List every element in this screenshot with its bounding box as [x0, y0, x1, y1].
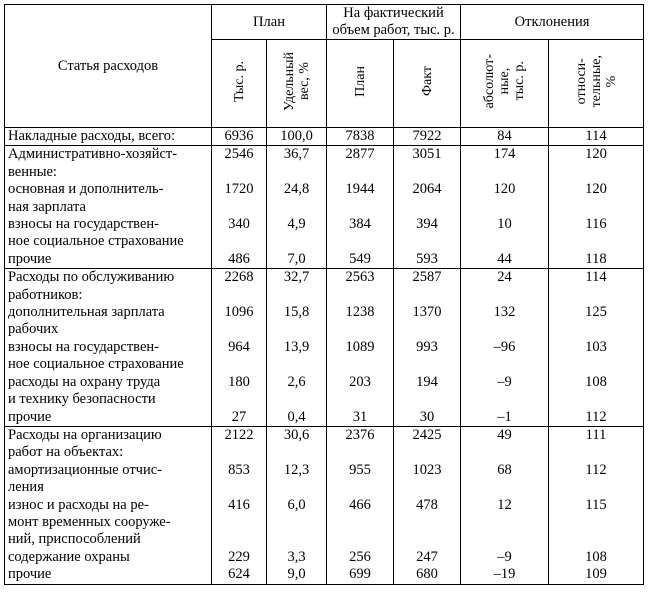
cell-share: [267, 233, 327, 250]
row-label: рабочих: [5, 321, 212, 338]
cell-rel: 108: [549, 549, 644, 566]
cell-rel: 120: [549, 181, 644, 198]
cell-share: 32,7: [267, 269, 327, 287]
cell-fv-fact: [394, 479, 461, 496]
cell-rel: [549, 321, 644, 338]
row-label: Расходы по обслуживанию: [5, 269, 212, 287]
cell-rel: 116: [549, 216, 644, 233]
header-fact-volume-group: На фактический объем работ, тыс. р.: [327, 5, 461, 40]
row-label: амортизационные отчис-: [5, 462, 212, 479]
cell-share: 24,8: [267, 181, 327, 198]
table-row: [5, 233, 644, 250]
table-row: [5, 216, 644, 233]
row-label: содержание охраны: [5, 549, 212, 566]
table-row: [5, 391, 644, 408]
row-label: Накладные расходы, всего:: [5, 128, 212, 146]
cell-share: [267, 444, 327, 461]
cell-abs: [461, 199, 549, 216]
cell-plan: [212, 514, 267, 531]
cell-fv-fact: 680: [394, 566, 461, 584]
cell-rel: 114: [549, 269, 644, 287]
cell-plan: [212, 321, 267, 338]
header-plan-group: План: [212, 5, 327, 40]
cell-abs: –96: [461, 339, 549, 356]
cell-share: 3,3: [267, 549, 327, 566]
cell-rel: [549, 199, 644, 216]
cell-plan: 1720: [212, 181, 267, 198]
cell-rel: 125: [549, 304, 644, 321]
header-fv-fact: Факт: [394, 40, 461, 128]
cell-plan: 964: [212, 339, 267, 356]
row-label: износ и расходы на ре-: [5, 497, 212, 514]
header-dev-rel: относи- тельные, %: [549, 40, 644, 128]
cell-plan: [212, 531, 267, 548]
row-label: взносы на государствен-: [5, 216, 212, 233]
table-row: [5, 409, 644, 427]
cell-fv-plan: [327, 356, 394, 373]
row-label: монт временных сооруже-: [5, 514, 212, 531]
cell-fv-plan: 31: [327, 409, 394, 427]
cell-plan: [212, 444, 267, 461]
cell-fv-plan: 203: [327, 374, 394, 391]
cell-plan: [212, 287, 267, 304]
header-plan-share: Удельный вес, %: [267, 40, 327, 128]
row-label: работ на объектах:: [5, 444, 212, 461]
cell-abs: [461, 233, 549, 250]
table-row: [5, 181, 644, 198]
cell-plan: 340: [212, 216, 267, 233]
table-row: [5, 304, 644, 321]
cell-fv-plan: 549: [327, 251, 394, 269]
cell-abs: [461, 391, 549, 408]
row-label: работников:: [5, 287, 212, 304]
cell-abs: [461, 531, 549, 548]
cell-abs: [461, 444, 549, 461]
cell-abs: –1: [461, 409, 549, 427]
cell-abs: [461, 287, 549, 304]
table-row: [5, 444, 644, 461]
cell-fv-fact: [394, 321, 461, 338]
cell-fv-fact: 194: [394, 374, 461, 391]
cell-fv-plan: 1089: [327, 339, 394, 356]
cell-plan: 416: [212, 497, 267, 514]
cell-rel: [549, 444, 644, 461]
cell-rel: 103: [549, 339, 644, 356]
table-row: [5, 146, 644, 164]
cell-share: [267, 199, 327, 216]
cell-abs: 10: [461, 216, 549, 233]
cell-fv-fact: [394, 391, 461, 408]
cell-fv-fact: 3051: [394, 146, 461, 164]
cell-rel: 112: [549, 409, 644, 427]
table-row: [5, 374, 644, 391]
table-row: [5, 251, 644, 269]
cell-fv-fact: 2587: [394, 269, 461, 287]
cell-plan: [212, 356, 267, 373]
cell-share: [267, 514, 327, 531]
row-label: и технику безопасности: [5, 391, 212, 408]
cell-share: [267, 531, 327, 548]
cell-fv-fact: [394, 287, 461, 304]
table-row: [5, 479, 644, 496]
cell-plan: [212, 164, 267, 181]
cell-fv-fact: 2425: [394, 426, 461, 444]
cell-fv-fact: 593: [394, 251, 461, 269]
cell-rel: 111: [549, 426, 644, 444]
table-row: [5, 497, 644, 514]
cell-plan: 6936: [212, 128, 267, 146]
row-label: ное социальное страхование: [5, 233, 212, 250]
cell-abs: 12: [461, 497, 549, 514]
cell-fv-plan: 384: [327, 216, 394, 233]
cell-abs: 24: [461, 269, 549, 287]
header-dev-abs: абсолют- ные, тыс. р.: [461, 40, 549, 128]
cell-fv-fact: 1370: [394, 304, 461, 321]
cell-fv-plan: 256: [327, 549, 394, 566]
cell-fv-plan: [327, 287, 394, 304]
table-row: [5, 426, 644, 444]
cell-abs: 132: [461, 304, 549, 321]
cell-share: [267, 479, 327, 496]
table-row: [5, 549, 644, 566]
cell-abs: [461, 514, 549, 531]
cell-rel: [549, 531, 644, 548]
cell-abs: 44: [461, 251, 549, 269]
table-row: [5, 164, 644, 181]
cell-plan: 2122: [212, 426, 267, 444]
row-label: прочие: [5, 251, 212, 269]
row-label: дополнительная зарплата: [5, 304, 212, 321]
cell-fv-plan: [327, 531, 394, 548]
row-label: взносы на государствен-: [5, 339, 212, 356]
cell-fv-plan: 1238: [327, 304, 394, 321]
cell-rel: [549, 479, 644, 496]
row-label: прочие: [5, 409, 212, 427]
cell-abs: [461, 479, 549, 496]
cell-plan: 27: [212, 409, 267, 427]
cell-fv-plan: [327, 514, 394, 531]
cell-fv-plan: [327, 233, 394, 250]
cell-fv-plan: 955: [327, 462, 394, 479]
cell-fv-fact: 993: [394, 339, 461, 356]
cell-share: 0,4: [267, 409, 327, 427]
row-label: основная и дополнитель-: [5, 181, 212, 198]
cell-fv-plan: 2376: [327, 426, 394, 444]
cell-abs: 49: [461, 426, 549, 444]
cell-fv-fact: 394: [394, 216, 461, 233]
header-item-column: Статья расходов: [5, 5, 212, 128]
cell-share: 9,0: [267, 566, 327, 584]
cell-share: [267, 391, 327, 408]
cell-plan: 624: [212, 566, 267, 584]
cell-rel: 115: [549, 497, 644, 514]
cell-plan: 229: [212, 549, 267, 566]
table-row: [5, 199, 644, 216]
cell-fv-plan: 699: [327, 566, 394, 584]
cell-plan: [212, 199, 267, 216]
cell-share: 12,3: [267, 462, 327, 479]
table-row: [5, 566, 644, 584]
cell-abs: –9: [461, 549, 549, 566]
cell-plan: [212, 233, 267, 250]
row-label: расходы на охрану труда: [5, 374, 212, 391]
cell-abs: –19: [461, 566, 549, 584]
row-label: ная зарплата: [5, 199, 212, 216]
table-row: [5, 287, 644, 304]
cell-plan: [212, 391, 267, 408]
table-row: [5, 321, 644, 338]
cell-fv-plan: [327, 164, 394, 181]
cell-rel: 120: [549, 146, 644, 164]
cell-share: 36,7: [267, 146, 327, 164]
row-label: Расходы на организацию: [5, 426, 212, 444]
cell-rel: [549, 514, 644, 531]
cell-share: 7,0: [267, 251, 327, 269]
cell-rel: [549, 391, 644, 408]
cell-share: 2,6: [267, 374, 327, 391]
cell-rel: 114: [549, 128, 644, 146]
cell-fv-fact: 1023: [394, 462, 461, 479]
cell-share: 100,0: [267, 128, 327, 146]
row-label: прочие: [5, 566, 212, 584]
row-label: венные:: [5, 164, 212, 181]
cell-fv-plan: [327, 444, 394, 461]
cell-plan: 180: [212, 374, 267, 391]
cell-fv-fact: 30: [394, 409, 461, 427]
cell-abs: 68: [461, 462, 549, 479]
cell-share: 4,9: [267, 216, 327, 233]
cell-fv-plan: 7838: [327, 128, 394, 146]
cell-fv-plan: [327, 321, 394, 338]
cell-plan: 1096: [212, 304, 267, 321]
row-label: ное социальное страхование: [5, 356, 212, 373]
cell-fv-fact: 7922: [394, 128, 461, 146]
table-row: [5, 269, 644, 287]
cell-fv-fact: 247: [394, 549, 461, 566]
row-label: ления: [5, 479, 212, 496]
cell-rel: [549, 164, 644, 181]
cell-abs: [461, 356, 549, 373]
cell-share: [267, 356, 327, 373]
cell-plan: 2546: [212, 146, 267, 164]
cell-share: 30,6: [267, 426, 327, 444]
table-row: [5, 128, 644, 146]
cell-fv-plan: [327, 391, 394, 408]
cell-abs: [461, 164, 549, 181]
cell-share: [267, 287, 327, 304]
cost-analysis-table: [4, 4, 644, 585]
cell-share: 15,8: [267, 304, 327, 321]
cell-abs: –9: [461, 374, 549, 391]
cell-rel: 112: [549, 462, 644, 479]
table-row: [5, 462, 644, 479]
table-row: [5, 514, 644, 531]
cell-rel: [549, 233, 644, 250]
row-label: ний, приспособлений: [5, 531, 212, 548]
table-row: [5, 356, 644, 373]
table-row: [5, 531, 644, 548]
cell-fv-plan: [327, 479, 394, 496]
cell-plan: 2268: [212, 269, 267, 287]
cell-plan: 486: [212, 251, 267, 269]
cell-fv-fact: [394, 531, 461, 548]
cell-share: 6,0: [267, 497, 327, 514]
cell-share: [267, 164, 327, 181]
cell-fv-fact: [394, 164, 461, 181]
cell-abs: 120: [461, 181, 549, 198]
cell-rel: 108: [549, 374, 644, 391]
cell-fv-fact: 478: [394, 497, 461, 514]
cell-abs: [461, 321, 549, 338]
cell-fv-fact: [394, 514, 461, 531]
cell-plan: 853: [212, 462, 267, 479]
cell-rel: [549, 356, 644, 373]
cell-rel: [549, 287, 644, 304]
cell-fv-fact: [394, 356, 461, 373]
cell-fv-fact: [394, 444, 461, 461]
table-row: [5, 339, 644, 356]
cell-fv-plan: 2877: [327, 146, 394, 164]
header-fv-plan: План: [327, 40, 394, 128]
cell-share: [267, 321, 327, 338]
cell-fv-fact: [394, 199, 461, 216]
cell-fv-fact: 2064: [394, 181, 461, 198]
header-deviation-group: Отклонения: [461, 5, 644, 40]
cell-fv-plan: 466: [327, 497, 394, 514]
cell-abs: 174: [461, 146, 549, 164]
cell-fv-plan: [327, 199, 394, 216]
cell-abs: 84: [461, 128, 549, 146]
header-plan-thousand: Тыс. р.: [212, 40, 267, 128]
row-label: Административно-хозяйст-: [5, 146, 212, 164]
cell-plan: [212, 479, 267, 496]
cell-rel: 118: [549, 251, 644, 269]
cell-share: 13,9: [267, 339, 327, 356]
cell-rel: 109: [549, 566, 644, 584]
cell-fv-plan: 2563: [327, 269, 394, 287]
cell-fv-plan: 1944: [327, 181, 394, 198]
cell-fv-fact: [394, 233, 461, 250]
